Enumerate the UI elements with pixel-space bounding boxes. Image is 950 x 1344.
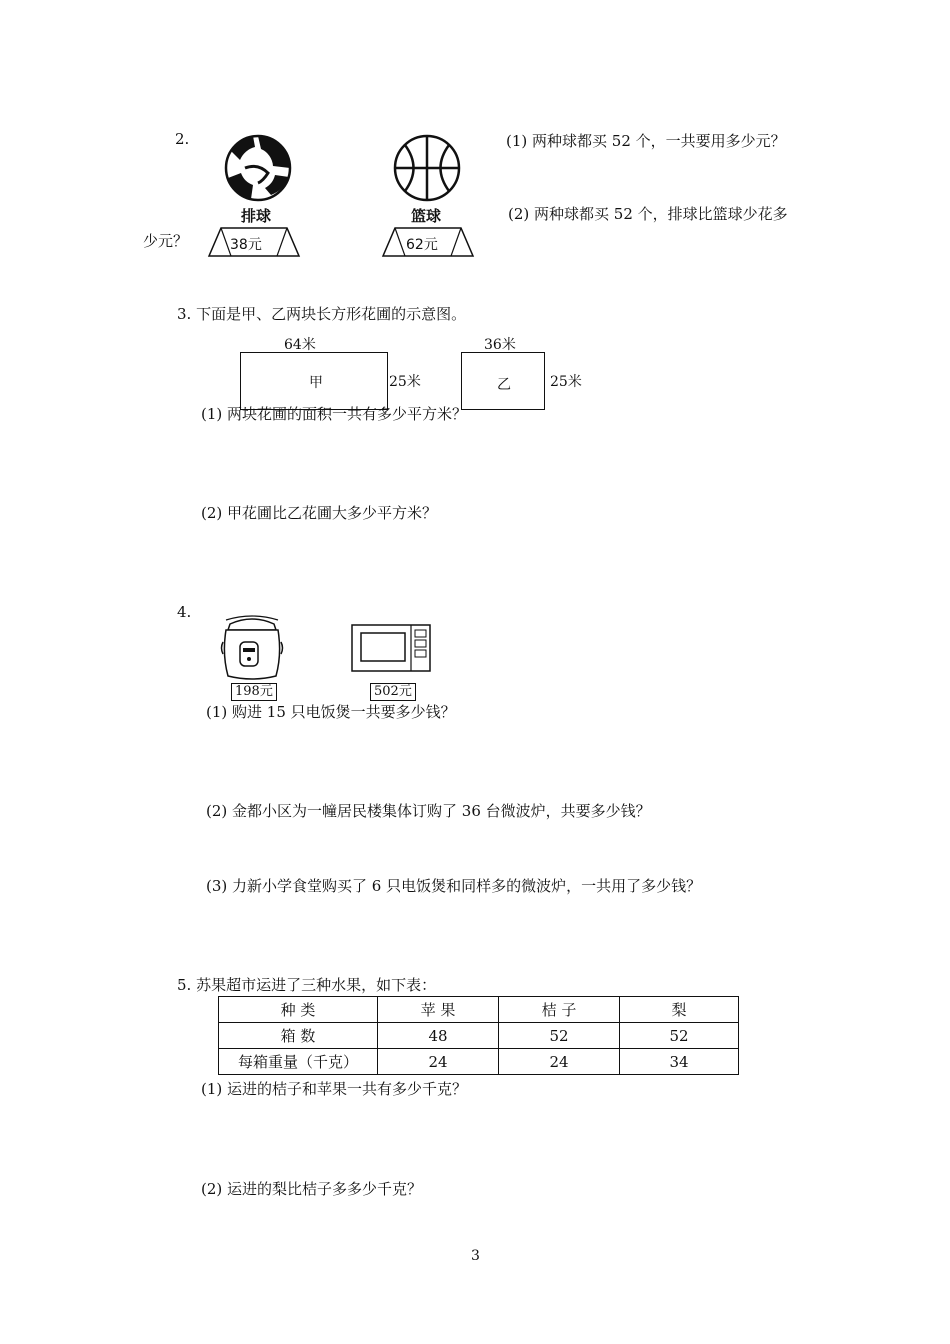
yi-name: 乙 xyxy=(497,377,511,393)
table-cell: 52 xyxy=(499,1023,620,1049)
table-row xyxy=(219,1049,739,1075)
q4-sub3: (3) 力新小学食堂购买了 6 只电饭煲和同样多的微波炉，一共用了多少钱？ xyxy=(206,877,702,895)
table-cell: 箱 数 xyxy=(219,1023,378,1049)
q5-intro: 5. 苏果超市运进了三种水果，如下表： xyxy=(177,976,437,994)
table-cell: 48 xyxy=(378,1023,499,1049)
rice-cooker-price: 198元 xyxy=(231,683,277,701)
table-cell: 24 xyxy=(378,1049,499,1075)
microwave-icon xyxy=(351,624,431,676)
page-number: 3 xyxy=(471,1248,480,1264)
table-cell: 52 xyxy=(620,1023,739,1049)
q2-number: 2. xyxy=(175,130,190,148)
volleyball-price: 38元 xyxy=(230,237,262,253)
microwave-price: 502元 xyxy=(370,683,416,701)
q3-sub2: (2) 甲花圃比乙花圃大多少平方米？ xyxy=(201,504,438,522)
table-cell: 桔 子 xyxy=(499,997,620,1023)
q4-number: 4. xyxy=(177,603,192,621)
table-cell: 苹 果 xyxy=(378,997,499,1023)
volleyball-icon xyxy=(223,133,293,207)
table-cell: 梨 xyxy=(620,997,739,1023)
jia-length-label: 64米 xyxy=(284,337,316,353)
jia-width-label: 25米 xyxy=(389,374,421,390)
basketball-icon xyxy=(392,133,462,207)
q5-sub1: (1) 运进的桔子和苹果一共有多少千克？ xyxy=(201,1080,468,1098)
table-row xyxy=(219,1023,739,1049)
table-cell: 24 xyxy=(499,1049,620,1075)
q5-sub2: (2) 运进的梨比桔子多多少千克？ xyxy=(201,1180,423,1198)
q3-intro: 3. 下面是甲、乙两块长方形花圃的示意图。 xyxy=(177,305,467,323)
q2-sub2: (2) 两种球都买 52 个，排球比篮球少花多 xyxy=(508,205,788,223)
volleyball-label: 排球 xyxy=(241,207,272,225)
q3-sub1: (1) 两块花圃的面积一共有多少平方米？ xyxy=(201,405,468,423)
basketball-label: 篮球 xyxy=(411,207,442,225)
fruit-table xyxy=(218,996,739,1075)
table-cell: 每箱重量（千克） xyxy=(219,1049,378,1075)
yi-width-label: 25米 xyxy=(550,374,582,390)
rice-cooker-icon xyxy=(220,614,284,686)
table-cell: 34 xyxy=(620,1049,739,1075)
q2-sub1: (1) 两种球都买 52 个，一共要用多少元？ xyxy=(506,132,786,150)
q4-sub2: (2) 金都小区为一幢居民楼集体订购了 36 台微波炉，共要多少钱？ xyxy=(206,802,651,820)
q4-sub1: (1) 购进 15 只电饭煲一共要多少钱？ xyxy=(206,703,456,721)
jia-name: 甲 xyxy=(309,375,323,391)
basketball-price: 62元 xyxy=(406,237,438,253)
table-cell: 种 类 xyxy=(219,997,378,1023)
table-header-row xyxy=(219,997,739,1023)
yi-length-label: 36米 xyxy=(484,337,516,353)
q2-sub2-continuation: 少元？ xyxy=(143,232,189,250)
